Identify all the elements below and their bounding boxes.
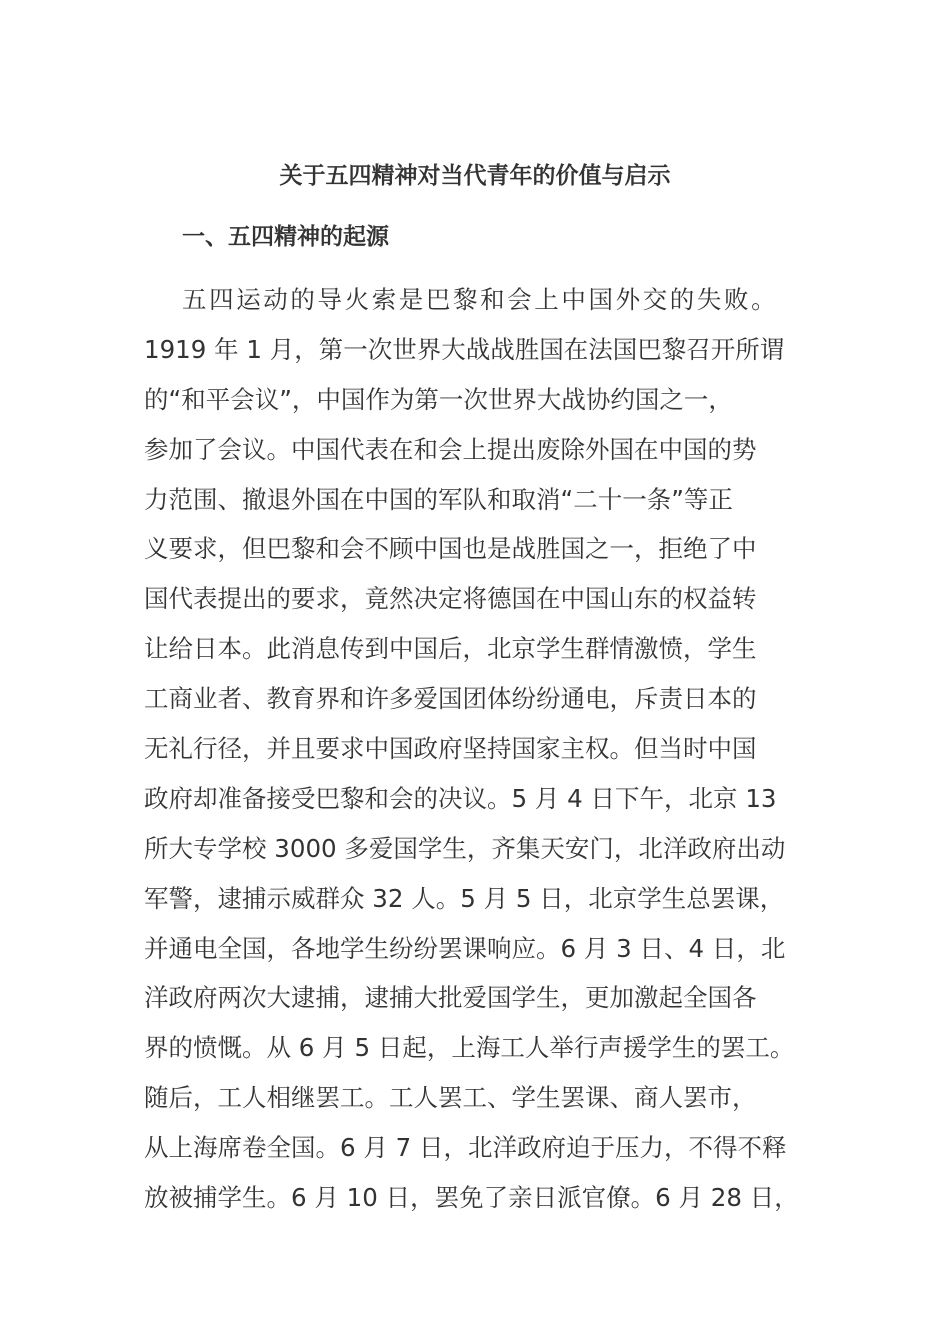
paragraph-line: 力范围、撤退外国在中国的军队和取消“二十一条”等正 (144, 484, 733, 514)
document-title: 关于五四精神对当代青年的价值与启示 (279, 163, 671, 189)
paragraph-line: 五四运动的导火索是巴黎和会上中国外交的失败。 (182, 285, 779, 314)
paragraph-line: 1919 年 1 月，第一次世界大战战胜国在法国巴黎召开所谓 (144, 334, 785, 364)
paragraph-line: 界的愤慨。从 6 月 5 日起，上海工人举行声援学生的罢工。 (144, 1033, 795, 1063)
paragraph-line: 随后，工人相继罢工。工人罢工、学生罢课、商人罢市， (144, 1083, 757, 1113)
paragraph-line: 无礼行径，并且要求中国政府坚持国家主权。但当时中国 (144, 734, 757, 764)
paragraph-line: 义要求，但巴黎和会不顾中国也是战胜国之一，拒绝了中 (144, 534, 757, 564)
paragraph-line: 从上海席卷全国。6 月 7 日，北洋政府迫于压力，不得不释 (144, 1133, 787, 1163)
section-heading: 一、五四精神的起源 (182, 224, 389, 250)
paragraph-line: 工商业者、教育界和许多爱国团体纷纷通电，斥责日本的 (144, 684, 757, 714)
body-paragraph (144, 280, 844, 1228)
paragraph-line: 参加了会议。中国代表在和会上提出废除外国在中国的势 (144, 434, 757, 464)
paragraph-line: 并通电全国，各地学生纷纷罢课响应。6 月 3 日、4 日，北 (144, 933, 786, 963)
paragraph-line: 的“和平会议”，中国作为第一次世界大战协约国之一， (144, 384, 733, 414)
paragraph-line: 所大专学校 3000 多爱国学生，齐集天安门，北洋政府出动 (144, 833, 786, 863)
paragraph-line: 军警，逮捕示威群众 32 人。5 月 5 日，北京学生总罢课， (144, 883, 785, 913)
paragraph-line: 放被捕学生。6 月 10 日，罢免了亲日派官僚。6 月 28 日， (144, 1183, 799, 1213)
paragraph-line: 国代表提出的要求，竟然决定将德国在中国山东的权益转 (144, 584, 757, 614)
paragraph-line: 洋政府两次大逮捕，逮捕大批爱国学生，更加激起全国各 (144, 983, 757, 1013)
paragraph-line: 让给日本。此消息传到中国后，北京学生群情激愤，学生 (144, 634, 757, 664)
paragraph-line: 政府却准备接受巴黎和会的决议。5 月 4 日下午，北京 13 (144, 783, 777, 813)
